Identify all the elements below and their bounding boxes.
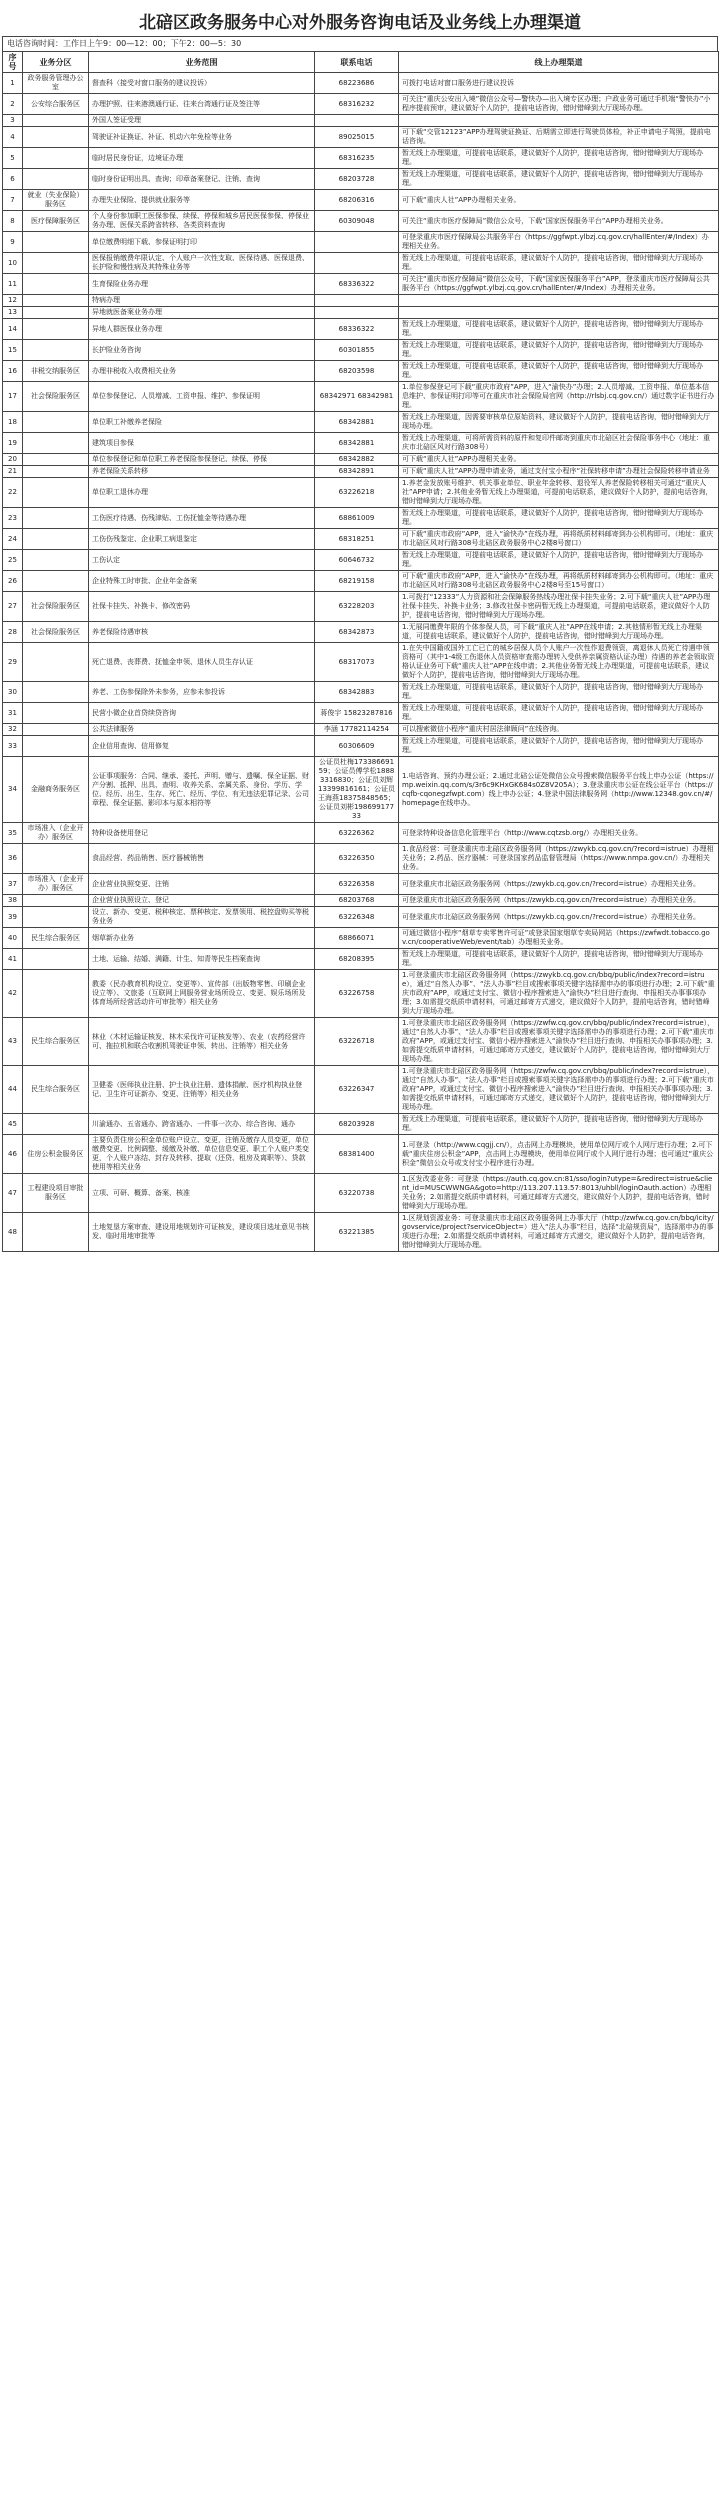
row-index: 10 [3, 253, 23, 274]
row-online: 可登录重庆市北碚区政务服务网（https://zwykb.cq.gov.cn/?record=istrue）办理相关业务。 [399, 874, 719, 895]
consult-hours: 电话咨询时间：工作日上午9：00—12：00；下午2：00—5：30 [2, 36, 718, 51]
row-phone [315, 253, 399, 274]
row-scope: 外国人签证受理 [89, 115, 315, 127]
row-phone: 68342881 [315, 433, 399, 454]
table-row [3, 127, 719, 148]
row-index: 8 [3, 211, 23, 232]
row-area [23, 895, 89, 907]
row-area [23, 466, 89, 478]
row-scope: 教委（民办教育机构设立、变更等）、宣传部（出版物零售、印刷企业设立等）、文旅委（互联网上网服务营业场所设立、变更、娱乐场所及体育场所经营活动许可审批等）相关业务 [89, 970, 315, 1018]
row-index: 44 [3, 1066, 23, 1114]
row-phone: 63226358 [315, 874, 399, 895]
row-scope: 社保卡挂失、补换卡、修改密码 [89, 592, 315, 622]
row-index: 36 [3, 844, 23, 874]
row-scope: 工伤伤残鉴定、企业职工病退鉴定 [89, 529, 315, 550]
row-scope: 土地、运输、结婚、满籍、计生、知青等民生档案查询 [89, 949, 315, 970]
row-phone: 63226718 [315, 1018, 399, 1066]
row-phone: 89025015 [315, 127, 399, 148]
row-index: 42 [3, 970, 23, 1018]
table-body [3, 73, 719, 1252]
row-area: 医疗保障服务区 [23, 211, 89, 232]
row-scope: 建筑项目参保 [89, 433, 315, 454]
row-online: 可关注“重庆公安出入境”微信公众号—警快办—出入境专区办理；户政业务可通过手机端“警快办”小程序提前预审，建议做好个人防护，提前电话咨询，错时错峰到大厅现场办理。 [399, 94, 719, 115]
row-index: 19 [3, 433, 23, 454]
header-scope: 业务范围 [89, 52, 315, 73]
row-index: 2 [3, 94, 23, 115]
table-row [3, 928, 719, 949]
row-index: 18 [3, 412, 23, 433]
table-row [3, 253, 719, 274]
row-phone: 63226350 [315, 844, 399, 874]
row-area [23, 844, 89, 874]
row-online: 可下载“重庆市政府”APP，进入“渝快办”在线办理，再将纸质材料邮寄到办公机构即可。（地址：重庆市北碚区风对行路308号北碚区政务服务中心2楼8号窗口） [399, 529, 719, 550]
row-scope: 异地人群医保业务办理 [89, 319, 315, 340]
table-row [3, 307, 719, 319]
table-row [3, 148, 719, 169]
row-online: 暂无线上办理渠道，可提前电话联系，建议做好个人防护，提前电话咨询，错时错峰到大厅现场办理。 [399, 550, 719, 571]
table-row [3, 319, 719, 340]
row-index: 9 [3, 232, 23, 253]
row-area [23, 529, 89, 550]
row-online: 可下载“重庆市政府”APP，进入“渝快办”在线办理，再将纸质材料邮寄到办公机构即可。（地址：重庆市北碚区风对行路308号北碚区政务服务中心2楼8号至15号窗口） [399, 571, 719, 592]
table-row [3, 361, 719, 382]
row-index: 34 [3, 757, 23, 823]
row-online: 1.可登录重庆市北碚区政务服务网（https://zwfw.cq.gov.cn/bbq/public/index?record=istrue），通过“自然人办事”、“法人办事”栏目或搜索事项关键字选择需申办的事项进行办理；2.可下载“重庆市政府”APP，或通过支付宝、微信小程序搜索进入“渝快办”栏目进行查询、申报相关办事事项办理；3.如需提交纸质申请材料，可通过邮寄方式递交，建议做好个人防护，提前电话咨询，错时错峰到大厅现场办理。 [399, 1066, 719, 1114]
row-index: 29 [3, 643, 23, 682]
row-online: 暂无线上办理渠道，可提前电话联系，建议做好个人防护，提前电话咨询，错时错峰到大厅现场办理。 [399, 703, 719, 724]
row-index: 24 [3, 529, 23, 550]
row-index: 31 [3, 703, 23, 724]
table-row [3, 382, 719, 412]
table-row [3, 571, 719, 592]
row-phone: 60646732 [315, 550, 399, 571]
row-online: 可登录重庆市北碚区政务服务网（https://zwykb.cq.gov.cn/?record=istrue）办理相关业务。 [399, 907, 719, 928]
row-scope: 督查科（接受对窗口服务的建议投诉） [89, 73, 315, 94]
row-area [23, 703, 89, 724]
row-index: 48 [3, 1213, 23, 1252]
row-area [23, 478, 89, 508]
row-scope: 企业特殊工时审批、企业年金备案 [89, 571, 315, 592]
row-phone: 李涵 17782114254 [315, 724, 399, 736]
row-area: 政务服务管理办公室 [23, 73, 89, 94]
row-online: 1.食品经营：可登录重庆市北碚区政务服务网（https://zwykb.cq.gov.cn/?record=istrue）办理相关业务；2.药品、医疗器械：可登录国家药品监督管理局（https://www.nmpa.gov.cn/）办理相关业务。 [399, 844, 719, 874]
row-index: 7 [3, 190, 23, 211]
row-online: 1.可登录（http://www.cqgjj.cn/），点击网上办理模块，使用单位网厅或个人网厅进行办理；2.可下载“重庆住房公积金”APP，点击网上办理模块，使用单位网厅或个人网厅进行办理；也可通过“重庆公积金”微信公众号或支付宝小程序进行办理。 [399, 1135, 719, 1174]
table-row [3, 340, 719, 361]
row-phone: 68336322 [315, 319, 399, 340]
row-index: 33 [3, 736, 23, 757]
row-area [23, 736, 89, 757]
row-index: 41 [3, 949, 23, 970]
row-index: 6 [3, 169, 23, 190]
row-phone: 68317073 [315, 643, 399, 682]
row-phone: 63226347 [315, 1066, 399, 1114]
row-scope: 养老保险待遇审核 [89, 622, 315, 643]
header-index: 序号 [3, 52, 23, 73]
row-scope: 烟草新办业务 [89, 928, 315, 949]
row-online: 暂无线上办理渠道，可提前电话联系，建议做好个人防护，提前电话咨询，错时错峰到大厅现场办理。 [399, 508, 719, 529]
row-phone: 68206316 [315, 190, 399, 211]
row-phone: 68203728 [315, 169, 399, 190]
row-area: 社会保险服务区 [23, 622, 89, 643]
row-area [23, 970, 89, 1018]
table-row [3, 757, 719, 823]
row-area: 民生综合服务区 [23, 928, 89, 949]
row-phone: 68336322 [315, 274, 399, 295]
table-row [3, 115, 719, 127]
row-scope: 特种设备使用登记 [89, 823, 315, 844]
table-row [3, 190, 719, 211]
row-scope: 生育保险业务办理 [89, 274, 315, 295]
row-phone: 63226218 [315, 478, 399, 508]
table-header-row [3, 52, 719, 73]
row-phone: 68866071 [315, 928, 399, 949]
row-scope: 临时居民身份证，边境证办理 [89, 148, 315, 169]
table-row [3, 478, 719, 508]
row-scope: 驾驶证补证换证、补证、机动六年免检等业务 [89, 127, 315, 148]
row-phone: 68318251 [315, 529, 399, 550]
table-row [3, 682, 719, 703]
row-online: 暂无线上办理渠道，可提前电话联系，建议做好个人防护，提前电话咨询，错时错峰到大厅现场办理。 [399, 340, 719, 361]
row-online: 1.单位参保登记可下载“重庆市政府”APP，进入“渝快办”办理；2.人员增减、工资申报、单位基本信息维护、参保证明打印等可在重庆市社会保险局官网（http://rlsbj.cq.gov.cn/）通过数字证书进行办理。 [399, 382, 719, 412]
row-phone: 63220738 [315, 1174, 399, 1213]
row-online: 暂无线上办理渠道，因需要审核单位原始资料，建议做好个人防护，提前电话咨询，错时错峰到大厅现场办理。 [399, 412, 719, 433]
row-phone [315, 295, 399, 307]
row-index: 43 [3, 1018, 23, 1066]
row-index: 40 [3, 928, 23, 949]
row-scope: 临时身份证明出具、查询；印章备案登记、注销、查询 [89, 169, 315, 190]
row-area [23, 169, 89, 190]
row-online: 暂无线上办理渠道，可提前电话联系，建议做好个人防护，提前电话咨询，错时错峰到大厅现场办理。 [399, 736, 719, 757]
row-scope: 公共法律服务 [89, 724, 315, 736]
row-scope: 企业营业执照变更、注销 [89, 874, 315, 895]
row-online: 1.区规划资源业务：可登录重庆市北碚区政务服务网上办事大厅（http://zwfw.cq.gov.cn/bbq/icity/govservice/project?serviceObject=）进入“法人办事”栏目，选择“北碚规资局”，选择需申办的事项进行办理；2.如需提交纸质申请材料，可通过邮寄方式递交，建议做好个人防护，提前电话咨询，错时错峰到大厅现场办理。 [399, 1213, 719, 1252]
table-row [3, 1114, 719, 1135]
row-index: 16 [3, 361, 23, 382]
row-scope: 特病办理 [89, 295, 315, 307]
row-area [23, 724, 89, 736]
row-scope: 办理失业保险、提供就业服务等 [89, 190, 315, 211]
table-row [3, 949, 719, 970]
header-area: 业务分区 [23, 52, 89, 73]
row-online: 1.可拨打“12333”人力资源和社会保障服务热线办理社保卡挂失业务；2.可下载“重庆人社”APP办理社保卡挂失、补换卡业务；3.修改社保卡密码暂无线上办理渠道，可提前电话联系，建议做好个人防护，提前电话咨询，错时错峰到大厅现场办理。 [399, 592, 719, 622]
row-online: 可下载“交管12123”APP办理驾驶证换证、后期需立即进行驾驶员体检，补正申请电子驾照，提前电话咨询。 [399, 127, 719, 148]
row-index: 21 [3, 466, 23, 478]
row-index: 38 [3, 895, 23, 907]
row-phone: 68342881 [315, 412, 399, 433]
row-phone: 60309048 [315, 211, 399, 232]
row-online: 1.区发改委业务：可登录（https://auth.cq.gov.cn:81/sso/login?utype=&redirect=istrue&client_id=MUSCWWNGA&goto=http://113.207.113.57:8013/uhbll/loginOauth.action）办理相关业务；2.如需提交纸质申请材料，可通过邮寄方式递交，建议做好个人防护，提前电话咨询，错时错峰到大厅现场办理。 [399, 1174, 719, 1213]
row-scope: 土地复垦方案审查、建设用地规划许可证核发，建设项目选址意见书核发、临时用地审批等 [89, 1213, 315, 1252]
table-row [3, 73, 719, 94]
row-online: 暂无线上办理渠道，可提前电话联系，建议做好个人防护，提前电话咨询，错时错峰到大厅现场办理。 [399, 1114, 719, 1135]
row-phone: 63228203 [315, 592, 399, 622]
table-row [3, 433, 719, 454]
row-online: 暂无线上办理渠道，可提前电话联系，建议做好个人防护，提前电话咨询，错时错峰到大厅现场办理。 [399, 361, 719, 382]
table-row [3, 622, 719, 643]
row-phone: 68342873 [315, 622, 399, 643]
row-scope: 个人身份参加职工医保参保、续保、停保和城乡居民医保参保、停保业务办理、医保关系跨省转移、各类资料查询 [89, 211, 315, 232]
row-online: 1.电话咨询、预约办理公证；2.通过北碚公证处微信公众号搜索微信服务平台线上申办公证（https://mp.weixin.qq.com/s/3r6c9KHxGK684s0Z8V205A）；3.登录重庆市公证在线公证平台（https://cqfb-cqonegzfwpt.com）线上申办公证；4.登录中国法律服务网（http://www.12348.gov.cn/#/homepage在线申办。 [399, 757, 719, 823]
row-online: 可下载“重庆人社”APP办理相关业务。 [399, 454, 719, 466]
row-online: 暂无线上办理渠道，可提前电话联系，建议做好个人防护，提前电话咨询，错时错峰到大厅现场办理。 [399, 148, 719, 169]
row-area [23, 682, 89, 703]
row-area [23, 295, 89, 307]
row-area: 市场准入（企业开办）服务区 [23, 874, 89, 895]
row-area [23, 550, 89, 571]
service-table [2, 51, 719, 1252]
table-row [3, 529, 719, 550]
row-area: 就业（失业保险）服务区 [23, 190, 89, 211]
table-row [3, 970, 719, 1018]
row-phone: 68342883 [315, 682, 399, 703]
row-area [23, 571, 89, 592]
row-phone [315, 307, 399, 319]
table-row [3, 724, 719, 736]
row-online: 暂无线上办理渠道，可提前电话联系，建议做好个人防护，提前电话咨询，错时错峰到大厅现场办理。 [399, 682, 719, 703]
row-index: 45 [3, 1114, 23, 1135]
row-online: 可关注“重庆市医疗保障局”微信公众号，下载“国家医保服务平台”APP办理相关业务。 [399, 211, 719, 232]
row-scope: 长护险业务咨询 [89, 340, 315, 361]
row-area [23, 412, 89, 433]
table-row [3, 412, 719, 433]
row-online: 1.在失中国籍或国外工亡已亡的城乡居保人员个人账户一次性作退费领资，离退休人员死亡待遇申领资格可（其中1-4级工伤退休人员资格审查需办理转入受供养亲属资格认证办理）待遇的养老金领取资格认证业务可下载“重庆人社”APP在线申请；2.其他业务暂无线上办理渠道，可提前电话联系，建议做好个人防护，提前电话咨询，错时错峰到大厅现场办理。 [399, 643, 719, 682]
table-row [3, 169, 719, 190]
row-index: 4 [3, 127, 23, 148]
row-index: 26 [3, 571, 23, 592]
table-row [3, 1066, 719, 1114]
row-phone: 68208395 [315, 949, 399, 970]
row-index: 32 [3, 724, 23, 736]
row-phone: 68316235 [315, 148, 399, 169]
row-area [23, 148, 89, 169]
row-index: 11 [3, 274, 23, 295]
row-online: 可拨打电话对窗口服务进行建议投诉 [399, 73, 719, 94]
row-scope: 川渝通办、五省通办、跨省通办、一件事一次办、综合咨询、通办 [89, 1114, 315, 1135]
row-phone [315, 115, 399, 127]
table-row [3, 895, 719, 907]
row-scope: 单位职工退休办理 [89, 478, 315, 508]
table-row [3, 907, 719, 928]
table-row [3, 550, 719, 571]
row-area: 工程建设项目审批服务区 [23, 1174, 89, 1213]
row-online: 可登录特种设备信息化管理平台（http://www.cqtzsb.org/）办理相关业务。 [399, 823, 719, 844]
row-online: 暂无线上办理渠道，可将所需资料的原件和复印件邮寄到重庆市北碚区社会保险事务中心（地址：重庆市北碚区风对行路308号） [399, 433, 719, 454]
table-row [3, 1174, 719, 1213]
row-phone: 60301855 [315, 340, 399, 361]
table-row [3, 1135, 719, 1174]
row-area [23, 508, 89, 529]
row-area [23, 907, 89, 928]
row-area [23, 115, 89, 127]
row-scope: 办理非税收入收费相关业务 [89, 361, 315, 382]
row-online: 可下载“重庆人社”APP办理申请业务，通过支付宝小程序“社保转移申请”办理社会保险转移申请业务 [399, 466, 719, 478]
row-index: 13 [3, 307, 23, 319]
row-online: 1.养老金发放账号维护、机关事业单位、职业年金转移、退役军人养老保险转移相关可通过“重庆人社”APP申请；2.其他业务暂无线上办理渠道，可提前电话联系，建议做好个人防护，提前电话咨询，错时错峰到大厅现场办理。 [399, 478, 719, 508]
table-row [3, 454, 719, 466]
row-scope: 卫健委（医师执业注册、护士执业注册、遗体捐献、医疗机构执业登记、卫生许可证新办、变更、注销等）相关业务 [89, 1066, 315, 1114]
row-phone: 63226362 [315, 823, 399, 844]
row-area [23, 127, 89, 148]
row-phone: 68203928 [315, 1114, 399, 1135]
row-scope: 养老保险关系转移 [89, 466, 315, 478]
row-area: 社会保险服务区 [23, 382, 89, 412]
row-phone: 蒋俊宇 15823287816 [315, 703, 399, 724]
row-online: 可通过微信小程序“烟草专卖零售许可证”或登录国家烟草专卖局网站（https://zwfwdt.tobacco.gov.cn/cooperativeWeb/event/tab）办理相关业务。 [399, 928, 719, 949]
row-scope: 食品经营、药品销售、医疗器械销售 [89, 844, 315, 874]
row-index: 30 [3, 682, 23, 703]
row-area: 住房公积金服务区 [23, 1135, 89, 1174]
row-index: 17 [3, 382, 23, 412]
row-scope: 医保报销缴费年限认定、个人账户一次性支取、医保待遇、医保退费、长护险和慢性病及其特殊业务等 [89, 253, 315, 274]
table-row [3, 1213, 719, 1252]
row-scope: 单位职工补缴养老保险 [89, 412, 315, 433]
row-online: 暂无线上办理渠道，可提前电话联系，建议做好个人防护，提前电话咨询，错时错峰到大厅现场办理。 [399, 169, 719, 190]
row-scope: 办理护照、往来港澳通行证、往来台湾通行证及签注等 [89, 94, 315, 115]
row-index: 1 [3, 73, 23, 94]
row-phone: 68219158 [315, 571, 399, 592]
row-online: 可登录重庆市北碚区政务服务网（https://zwykb.cq.gov.cn/?record=istrue）办理相关业务。 [399, 895, 719, 907]
row-online: 可以搜索微信小程序“重庆村居法律顾问”在线咨询。 [399, 724, 719, 736]
row-area [23, 319, 89, 340]
header-phone: 联系电话 [315, 52, 399, 73]
table-row [3, 874, 719, 895]
table-row [3, 295, 719, 307]
table-row [3, 703, 719, 724]
row-scope: 主要负责住房公积金单位账户设立、变更，注销及缴存人员变更，单位缴费变更、比例调整、缓缴及补缴、单位信息变更、职工个人账户类变更，个人账户冻结、封存及转移、提取（还贷、租房及离职等）、贷款使用等相关业务 [89, 1135, 315, 1174]
table-row [3, 466, 719, 478]
row-scope: 民营小微企业首贷续贷咨询 [89, 703, 315, 724]
row-online: 1.无展同缴费年限的个体参保人员，可下载“重庆人社”APP在线申请；2.其他情形暂无线上办理渠道，可提前电话联系，建议做好个人防护，提前电话咨询，错时错峰到大厅现场办理。 [399, 622, 719, 643]
table-row [3, 274, 719, 295]
row-index: 3 [3, 115, 23, 127]
header-online: 线上办理渠道 [399, 52, 719, 73]
row-scope: 工伤认定 [89, 550, 315, 571]
row-area [23, 1213, 89, 1252]
row-online: 暂无线上办理渠道，可提前电话联系，建议做好个人防护，提前电话咨询，错时错峰到大厅现场办理。 [399, 949, 719, 970]
row-scope: 企业信用查询、信用修复 [89, 736, 315, 757]
row-scope: 单位缴费明细下载、参保证明打印 [89, 232, 315, 253]
row-phone: 63226348 [315, 907, 399, 928]
row-phone: 68316232 [315, 94, 399, 115]
table-row [3, 94, 719, 115]
row-index: 25 [3, 550, 23, 571]
row-index: 37 [3, 874, 23, 895]
table-row [3, 736, 719, 757]
row-area [23, 232, 89, 253]
row-index: 47 [3, 1174, 23, 1213]
row-area [23, 454, 89, 466]
row-area: 民生综合服务区 [23, 1066, 89, 1114]
row-area: 社会保险服务区 [23, 592, 89, 622]
row-phone: 公证员杜梅17338669159；公证员傅学松18883316830；公证员刘辉13399816161；公证员王海燕18375848565；公证员刘彬19869917733 [315, 757, 399, 823]
row-area: 非税交纳服务区 [23, 361, 89, 382]
row-online [399, 307, 719, 319]
row-area [23, 433, 89, 454]
row-phone: 63226758 [315, 970, 399, 1018]
row-scope: 立项、可研、概算、备案、核准 [89, 1174, 315, 1213]
row-scope: 工伤医疗待遇、伤残津贴、工伤抚恤金等待遇办理 [89, 508, 315, 529]
row-area [23, 340, 89, 361]
row-index: 28 [3, 622, 23, 643]
row-online [399, 115, 719, 127]
row-scope: 林业（木材运输证核发、林木采伐许可证核发等）、农业（农药经营许可、拖拉机和联合收割机驾驶证申领、转出、注销等）相关业务 [89, 1018, 315, 1066]
row-scope: 公证事项服务：合同、继承、委托、声明、赠与、遗嘱、保全证据、财产分割、抵押、出具、查明、收养关系、亲属关系、身份、学历、学位、经历、出生、生存、死亡、经历、学位、有无违法犯罪记录、公司章程、保全证据、影印本与原本相符等 [89, 757, 315, 823]
row-phone: 63221385 [315, 1213, 399, 1252]
row-index: 12 [3, 295, 23, 307]
row-online: 可下载“重庆人社”APP办理相关业务。 [399, 190, 719, 211]
row-area [23, 253, 89, 274]
row-index: 23 [3, 508, 23, 529]
row-phone: 68342971 68342981 [315, 382, 399, 412]
table-row [3, 643, 719, 682]
row-area: 市场准入（企业开办）服务区 [23, 823, 89, 844]
row-index: 22 [3, 478, 23, 508]
row-phone: 68223686 [315, 73, 399, 94]
row-phone: 68342891 [315, 466, 399, 478]
table-row [3, 844, 719, 874]
row-phone: 68381400 [315, 1135, 399, 1174]
row-online: 暂无线上办理渠道，可提前电话联系，建议做好个人防护，提前电话咨询，错时错峰到大厅现场办理。 [399, 319, 719, 340]
table-row [3, 508, 719, 529]
row-area [23, 307, 89, 319]
row-phone: 68203598 [315, 361, 399, 382]
row-index: 46 [3, 1135, 23, 1174]
row-area [23, 949, 89, 970]
row-phone: 68861009 [315, 508, 399, 529]
row-scope: 养老、工伤参保除外未参务，应参未参投诉 [89, 682, 315, 703]
row-phone [315, 232, 399, 253]
row-area: 金融商务服务区 [23, 757, 89, 823]
row-area [23, 274, 89, 295]
row-scope: 异地就医备案业务办理 [89, 307, 315, 319]
row-phone: 68203768 [315, 895, 399, 907]
row-area [23, 1114, 89, 1135]
row-online: 可关注“重庆市医疗保障局”微信公众号，下载“国家医保服务平台”APP，登录重庆市医疗保障局公共服务平台（https://ggfwpt.ylbzj.cq.gov.cn/hallEnter/#/Index）办理相关业务。 [399, 274, 719, 295]
row-index: 14 [3, 319, 23, 340]
row-area: 公安综合服务区 [23, 94, 89, 115]
row-index: 15 [3, 340, 23, 361]
row-phone: 68342882 [315, 454, 399, 466]
row-area [23, 643, 89, 682]
row-online [399, 295, 719, 307]
row-online: 暂无线上办理渠道，可提前电话联系，建议做好个人防护，提前电话咨询，错时错峰到大厅现场办理。 [399, 253, 719, 274]
row-index: 5 [3, 148, 23, 169]
row-phone: 60306609 [315, 736, 399, 757]
row-index: 20 [3, 454, 23, 466]
table-row [3, 823, 719, 844]
row-scope: 死亡退费、丧葬费、抚恤金申领、退休人员生存认证 [89, 643, 315, 682]
row-scope: 设立、新办、变更、税种核定、票种核定、发票领用、税控盘购买等税务业务 [89, 907, 315, 928]
row-index: 27 [3, 592, 23, 622]
table-row [3, 1018, 719, 1066]
page-title: 北碚区政务服务中心对外服务咨询电话及业务线上办理渠道 [139, 13, 581, 33]
row-online: 1.可登录重庆市北碚区政务服务网（https://zwfw.cq.gov.cn/bbq/public/index?record=istrue），通过“自然人办事”、“法人办事”栏目或搜索事项关键字选择需申办的事项进行办理；2.可下载“重庆市政府”APP，或通过支付宝、微信小程序搜索进入“渝快办”栏目进行查询、申报相关办事事项办理；3.如需提交纸质申请材料，可通过邮寄方式递交，建议做好个人防护，提前电话咨询，错时错峰到大厅现场办理。 [399, 1018, 719, 1066]
table-row [3, 232, 719, 253]
row-index: 39 [3, 907, 23, 928]
table-row [3, 592, 719, 622]
row-area: 民生综合服务区 [23, 1018, 89, 1066]
row-scope: 单位参保登记和单位职工养老保险参保登记、续保、停保 [89, 454, 315, 466]
row-scope: 单位参保登记、人员增减、工资申报、维护、参保证明 [89, 382, 315, 412]
row-online: 可登录重庆市医疗保障局公共服务平台（https://ggfwpt.ylbzj.cq.gov.cn/hallEnter/#/Index）办理相关业务。 [399, 232, 719, 253]
row-scope: 企业营业执照设立、登记 [89, 895, 315, 907]
row-online: 1.可登录重庆市北碚区政务服务网（https://zwykb.cq.gov.cn/bbq/public/index?record=istrue），通过“自然人办事”、“法人办事”栏目或搜索事项关键字选择需申办的事项进行办理；2.可下载“重庆市政府”APP，或通过支付宝、微信小程序搜索进入“渝快办”栏目进行查询、申报相关办事事项办理；3.如需提交纸质申请材料，可通过邮寄方式递交，建议做好个人防护，提前电话咨询，错时错峰到大厅现场办理。 [399, 970, 719, 1018]
row-index: 35 [3, 823, 23, 844]
table-row [3, 211, 719, 232]
